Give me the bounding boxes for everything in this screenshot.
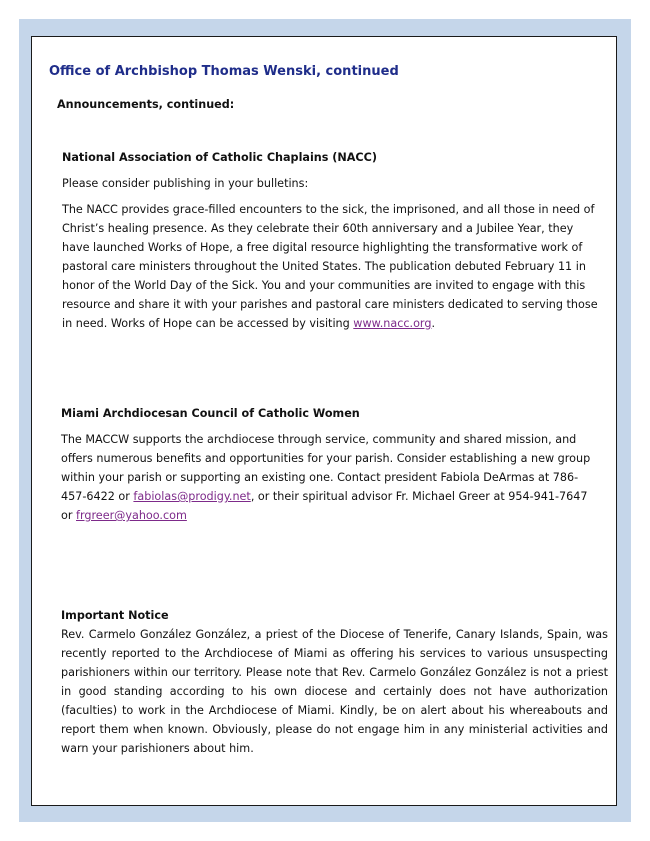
nacc-intro: Please consider publishing in your bulletins: [62, 177, 309, 190]
maccw-body-paragraph [61, 430, 601, 525]
maccw-email-1[interactable]: fabiolas@prodigy.net [133, 490, 251, 503]
document-page [31, 36, 617, 806]
section-subtitle: Announcements, continued: [57, 98, 235, 111]
page-title: Office of Archbishop Thomas Wenski, continued [49, 64, 399, 79]
maccw-section [61, 404, 601, 525]
page-border [19, 19, 631, 822]
notice-section [61, 606, 608, 758]
maccw-email-2[interactable]: frgreer@yahoo.com [76, 509, 187, 522]
notice-heading: Important Notice [61, 609, 169, 622]
notice-body: Rev. Carmelo González González, a priest of the Diocese of Tenerife, Canary Islands, Spain, was recently reported to the Archdiocese of Miami as offering his services to various unsuspecting parishioners within our territory. Please note that Rev. Carmelo González González is not a priest in good standing according to his own diocese and certainly does not have authorization (faculties) to work in the Archdiocese of Miami. Kindly, be on alert about his whereabouts and report them when known. Obviously, please do not engage him in any ministerial activities and warn your parishioners about him. [61, 628, 608, 755]
maccw-body-1: The MACCW supports the archdiocese through service, community and shared mission, and offers numerous benefits and opportunities for your parish. Consider establishing a new group within your parish or supporting an existing one. Contact president Fabiola DeArmas at 786-457-6422 or [61, 433, 591, 503]
nacc-body: The NACC provides grace-filled encounters to the sick, the imprisoned, and all those in need of Christ’s healing presence. As they celebrate their 60th anniversary and a Jubilee Year, they have launched Works of Hope, a free digital resource highlighting the transformative work of pastoral care ministers throughout the United States. The publication debuted February 11 in honor of the World Day of the Sick. You and your communities are invited to engage with this resource and share it with your parishes and pastoral care ministers dedicated to serving those in need. Works of Hope can be accessed by visiting [62, 203, 598, 330]
nacc-body-paragraph [62, 200, 602, 333]
maccw-body-2: , or their spiritual advisor Fr. Michael Greer at 954-941-7647 or [61, 490, 588, 522]
nacc-link[interactable]: www.nacc.org [353, 317, 432, 330]
nacc-end: . [431, 317, 435, 330]
maccw-heading: Miami Archdiocesan Council of Catholic Women [61, 407, 360, 420]
nacc-heading: National Association of Catholic Chaplains (NACC) [62, 151, 377, 164]
nacc-section [62, 148, 602, 333]
